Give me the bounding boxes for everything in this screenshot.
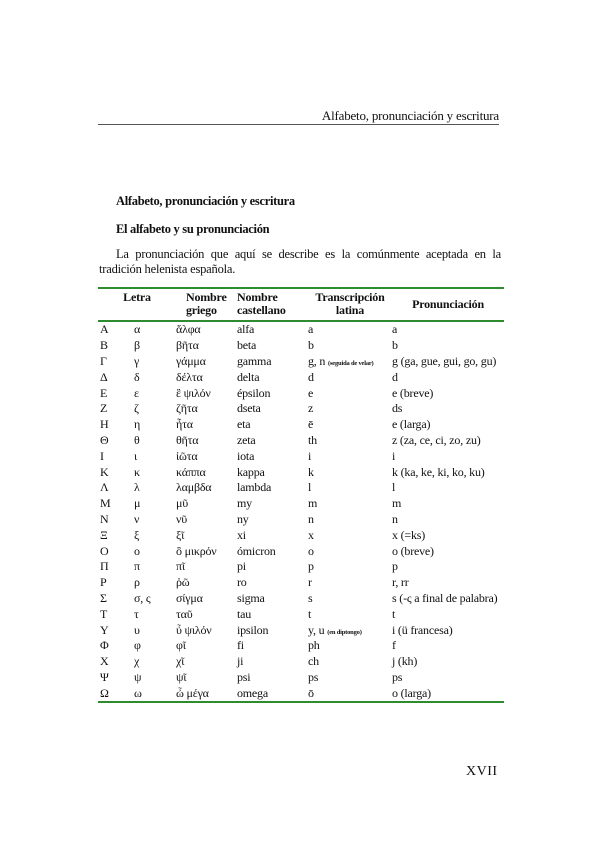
page-number: XVII bbox=[466, 764, 498, 779]
pronunciation: a bbox=[392, 322, 398, 337]
castilian-name: delta bbox=[237, 369, 260, 384]
letter-lowercase: κ bbox=[134, 464, 140, 479]
letter-uppercase: Ζ bbox=[100, 401, 108, 416]
table-row bbox=[98, 591, 504, 607]
section-title: Alfabeto, pronunciación y escritura bbox=[116, 194, 295, 208]
alphabet-table bbox=[98, 287, 504, 703]
transliteration bbox=[308, 369, 392, 385]
greek-name: ζῆτα bbox=[176, 401, 198, 416]
pronunciation: ds bbox=[392, 401, 403, 416]
pronunciation: e (breve) bbox=[392, 385, 434, 400]
letter-uppercase: Λ bbox=[100, 480, 109, 495]
header-rule bbox=[98, 124, 499, 125]
castilian-name: tau bbox=[237, 606, 252, 621]
table-row bbox=[98, 480, 504, 496]
letter-lowercase: ψ bbox=[134, 669, 142, 684]
greek-name: ἄλφα bbox=[176, 322, 201, 337]
transliteration-value: p bbox=[308, 559, 314, 574]
greek-name: δέλτα bbox=[176, 369, 203, 384]
transliteration bbox=[308, 417, 392, 433]
header-row bbox=[98, 288, 504, 321]
letter-uppercase: Σ bbox=[100, 590, 107, 605]
table-row bbox=[98, 385, 504, 401]
table-row bbox=[98, 559, 504, 575]
letter-uppercase: Ρ bbox=[100, 575, 107, 590]
letter-lowercase: β bbox=[134, 338, 140, 353]
greek-name: πῖ bbox=[176, 559, 185, 574]
alphabet-table-body bbox=[98, 321, 504, 702]
letter-lowercase: σ, ς bbox=[134, 590, 151, 605]
table-row bbox=[98, 354, 504, 370]
letter-lowercase: ξ bbox=[134, 527, 140, 542]
running-head: Alfabeto, pronunciación y escritura bbox=[321, 108, 499, 123]
transliteration-value: k bbox=[308, 464, 314, 479]
castilian-name: ny bbox=[237, 511, 249, 526]
transliteration-note: (seguida de velar) bbox=[328, 359, 374, 367]
letter-uppercase: Η bbox=[100, 417, 109, 432]
letter-uppercase: Ν bbox=[100, 511, 109, 526]
letter-lowercase: δ bbox=[134, 369, 140, 384]
transliteration bbox=[308, 464, 392, 480]
transliteration bbox=[308, 638, 392, 654]
castilian-name: fi bbox=[237, 638, 244, 653]
letter-uppercase: Ι bbox=[100, 448, 104, 463]
pronunciation: p bbox=[392, 559, 398, 574]
transliteration bbox=[308, 685, 392, 702]
transliteration-value: i bbox=[308, 448, 312, 463]
castilian-name: eta bbox=[237, 417, 251, 432]
table-row bbox=[98, 685, 504, 702]
pronunciation: i (ü francesa) bbox=[392, 622, 453, 637]
letter-lowercase: χ bbox=[134, 654, 140, 669]
transliteration-value: th bbox=[308, 432, 317, 447]
letter-lowercase: ρ bbox=[134, 575, 140, 590]
pronunciation: i bbox=[392, 448, 396, 463]
transliteration bbox=[308, 401, 392, 417]
letter-lowercase: υ bbox=[134, 622, 140, 637]
castilian-name: psi bbox=[237, 669, 251, 684]
letter-lowercase: ι bbox=[134, 448, 138, 463]
pronunciation: s (-ς a final de palabra) bbox=[392, 590, 498, 605]
transliteration-value: l bbox=[308, 480, 312, 495]
letter-uppercase: Υ bbox=[100, 622, 109, 637]
transliteration bbox=[308, 321, 392, 338]
table-row bbox=[98, 433, 504, 449]
letter-lowercase: ο bbox=[134, 543, 140, 558]
castilian-name: pi bbox=[237, 559, 246, 574]
greek-name: ἦτα bbox=[176, 417, 193, 432]
transliteration bbox=[308, 654, 392, 670]
letter-lowercase: μ bbox=[134, 496, 141, 511]
letter-uppercase: Μ bbox=[100, 496, 111, 511]
table-row bbox=[98, 606, 504, 622]
transliteration-value: n bbox=[308, 511, 314, 526]
greek-name: ψῖ bbox=[176, 669, 187, 684]
table-row bbox=[98, 527, 504, 543]
transliteration bbox=[308, 559, 392, 575]
letter-uppercase: Φ bbox=[100, 638, 109, 653]
transliteration-value: ph bbox=[308, 638, 320, 653]
table-row bbox=[98, 543, 504, 559]
letter-lowercase: η bbox=[134, 417, 141, 432]
castilian-name: beta bbox=[237, 338, 257, 353]
pronunciation: g (ga, gue, gui, go, gu) bbox=[392, 353, 497, 368]
pronunciation: n bbox=[392, 511, 398, 526]
letter-uppercase: Κ bbox=[100, 464, 109, 479]
letter-uppercase: Ξ bbox=[100, 527, 108, 542]
pronunciation: ps bbox=[392, 669, 403, 684]
table-row bbox=[98, 638, 504, 654]
pronunciation: m bbox=[392, 496, 402, 511]
transliteration-value: s bbox=[308, 590, 313, 605]
pronunciation: b bbox=[392, 338, 398, 353]
pronunciation: r, rr bbox=[392, 575, 409, 590]
table-row bbox=[98, 321, 504, 338]
subsection-title: El alfabeto y su pronunciación bbox=[116, 222, 270, 236]
greek-name: ὖ ψιλόν bbox=[176, 622, 212, 637]
castilian-name: sigma bbox=[237, 590, 265, 605]
header-letra: Letra bbox=[123, 290, 151, 304]
alphabet-table-header bbox=[98, 288, 504, 321]
letter-uppercase: Δ bbox=[100, 369, 108, 384]
letter-uppercase: Β bbox=[100, 338, 108, 353]
letter-uppercase: Γ bbox=[100, 353, 107, 368]
header-nombre-griego: Nombre griego bbox=[186, 290, 227, 317]
transliteration bbox=[308, 527, 392, 543]
castilian-name: xi bbox=[237, 527, 246, 542]
transliteration-value: m bbox=[308, 496, 318, 511]
transliteration bbox=[308, 354, 392, 370]
greek-name: θῆτα bbox=[176, 432, 199, 447]
castilian-name: lambda bbox=[237, 480, 272, 495]
letter-lowercase: τ bbox=[134, 606, 139, 621]
header-nombre-castellano: Nombre castellano bbox=[237, 290, 286, 317]
pronunciation: f bbox=[392, 638, 396, 653]
letter-uppercase: Θ bbox=[100, 432, 109, 447]
transliteration-value: d bbox=[308, 369, 314, 384]
transliteration-value: ps bbox=[308, 669, 319, 684]
letter-lowercase: ε bbox=[134, 385, 139, 400]
transliteration bbox=[308, 575, 392, 591]
transliteration-value: g, n bbox=[308, 353, 326, 368]
pronunciation: l bbox=[392, 480, 396, 495]
greek-name: βῆτα bbox=[176, 338, 199, 353]
table-row bbox=[98, 654, 504, 670]
table-row bbox=[98, 448, 504, 464]
transliteration bbox=[308, 448, 392, 464]
transliteration bbox=[308, 496, 392, 512]
transliteration-value: z bbox=[308, 401, 314, 416]
table-row bbox=[98, 338, 504, 354]
greek-name: νῦ bbox=[176, 511, 187, 526]
letter-lowercase: α bbox=[134, 322, 141, 337]
castilian-name: zeta bbox=[237, 432, 256, 447]
pronunciation: d bbox=[392, 369, 398, 384]
header-transcripcion: Transcripción latina bbox=[315, 290, 385, 317]
castilian-name: my bbox=[237, 496, 252, 511]
greek-name: χῖ bbox=[176, 654, 185, 669]
transliteration-note: (en diptongo) bbox=[327, 628, 362, 636]
transliteration bbox=[308, 338, 392, 354]
transliteration bbox=[308, 480, 392, 496]
table-row bbox=[98, 670, 504, 686]
transliteration-value: a bbox=[308, 322, 314, 337]
table-row bbox=[98, 496, 504, 512]
castilian-name: gamma bbox=[237, 353, 272, 368]
letter-uppercase: Ψ bbox=[100, 669, 109, 684]
pronunciation: k (ka, ke, ki, ko, ku) bbox=[392, 464, 485, 479]
letter-lowercase: ω bbox=[134, 685, 142, 700]
letter-uppercase: Ο bbox=[100, 543, 109, 558]
transliteration-value: ch bbox=[308, 654, 319, 669]
castilian-name: omega bbox=[237, 685, 268, 700]
pronunciation: o (larga) bbox=[392, 685, 431, 700]
pronunciation: x (=ks) bbox=[392, 527, 426, 542]
castilian-name: ómicron bbox=[237, 543, 276, 558]
pronunciation: z (za, ce, ci, zo, zu) bbox=[392, 432, 481, 447]
transliteration-value: r bbox=[308, 575, 312, 590]
castilian-name: ji bbox=[237, 654, 244, 669]
table-row bbox=[98, 464, 504, 480]
castilian-name: ipsilon bbox=[237, 622, 269, 637]
greek-name: μῦ bbox=[176, 496, 188, 511]
transliteration-value: o bbox=[308, 543, 314, 558]
greek-name: ὂ μικρόν bbox=[176, 543, 217, 558]
castilian-name: dseta bbox=[237, 401, 261, 416]
greek-name: ταῦ bbox=[176, 606, 193, 621]
castilian-name: kappa bbox=[237, 464, 265, 479]
transliteration-value: t bbox=[308, 606, 312, 621]
table-row bbox=[98, 417, 504, 433]
greek-name: σίγμα bbox=[176, 590, 203, 605]
letter-lowercase: π bbox=[134, 559, 140, 574]
greek-name: γάμμα bbox=[176, 353, 206, 368]
transliteration bbox=[308, 622, 392, 638]
intro-paragraph: La pronunciación que aquí se describe es la comúnmente aceptada en la tradición helenista española. bbox=[99, 247, 501, 276]
greek-name: ξῖ bbox=[176, 527, 185, 542]
transliteration bbox=[308, 512, 392, 528]
letter-lowercase: ζ bbox=[134, 401, 139, 416]
table-row bbox=[98, 512, 504, 528]
greek-name: λαμβδα bbox=[176, 480, 212, 495]
greek-name: κάππα bbox=[176, 464, 206, 479]
castilian-name: iota bbox=[237, 448, 255, 463]
letter-uppercase: Ω bbox=[100, 685, 109, 700]
transliteration-value: y, u bbox=[308, 622, 325, 637]
greek-name: φῖ bbox=[176, 638, 186, 653]
castilian-name: alfa bbox=[237, 322, 255, 337]
letter-lowercase: φ bbox=[134, 638, 141, 653]
letter-lowercase: ν bbox=[134, 511, 140, 526]
transliteration bbox=[308, 591, 392, 607]
pronunciation: o (breve) bbox=[392, 543, 434, 558]
letter-lowercase: λ bbox=[134, 480, 140, 495]
header-pronunciacion: Pronunciación bbox=[412, 296, 484, 311]
letter-lowercase: θ bbox=[134, 432, 140, 447]
table-row bbox=[98, 575, 504, 591]
transliteration bbox=[308, 670, 392, 686]
table-row bbox=[98, 401, 504, 417]
pronunciation: t bbox=[392, 606, 396, 621]
table-row bbox=[98, 369, 504, 385]
castilian-name: ro bbox=[237, 575, 247, 590]
greek-name: ὦ μέγα bbox=[176, 685, 209, 700]
transliteration-value: ē bbox=[308, 417, 314, 432]
greek-name: ἰῶτα bbox=[176, 448, 198, 463]
transliteration-value: x bbox=[308, 527, 314, 542]
transliteration bbox=[308, 385, 392, 401]
letter-uppercase: Τ bbox=[100, 606, 108, 621]
pronunciation: e (larga) bbox=[392, 417, 431, 432]
transliteration-value: b bbox=[308, 338, 314, 353]
letter-uppercase: Ε bbox=[100, 385, 108, 400]
letter-uppercase: Π bbox=[100, 559, 109, 574]
transliteration bbox=[308, 543, 392, 559]
greek-name: ἒ ψιλόν bbox=[176, 385, 211, 400]
transliteration bbox=[308, 433, 392, 449]
greek-name: ῥῶ bbox=[176, 575, 190, 590]
castilian-name: épsilon bbox=[237, 385, 271, 400]
letter-uppercase: Χ bbox=[100, 654, 109, 669]
transliteration-value: e bbox=[308, 385, 314, 400]
transliteration bbox=[308, 606, 392, 622]
table-row bbox=[98, 622, 504, 638]
transliteration-value: ō bbox=[308, 685, 314, 700]
letter-lowercase: γ bbox=[134, 353, 140, 368]
letter-uppercase: Α bbox=[100, 322, 109, 337]
pronunciation: j (kh) bbox=[392, 654, 418, 669]
